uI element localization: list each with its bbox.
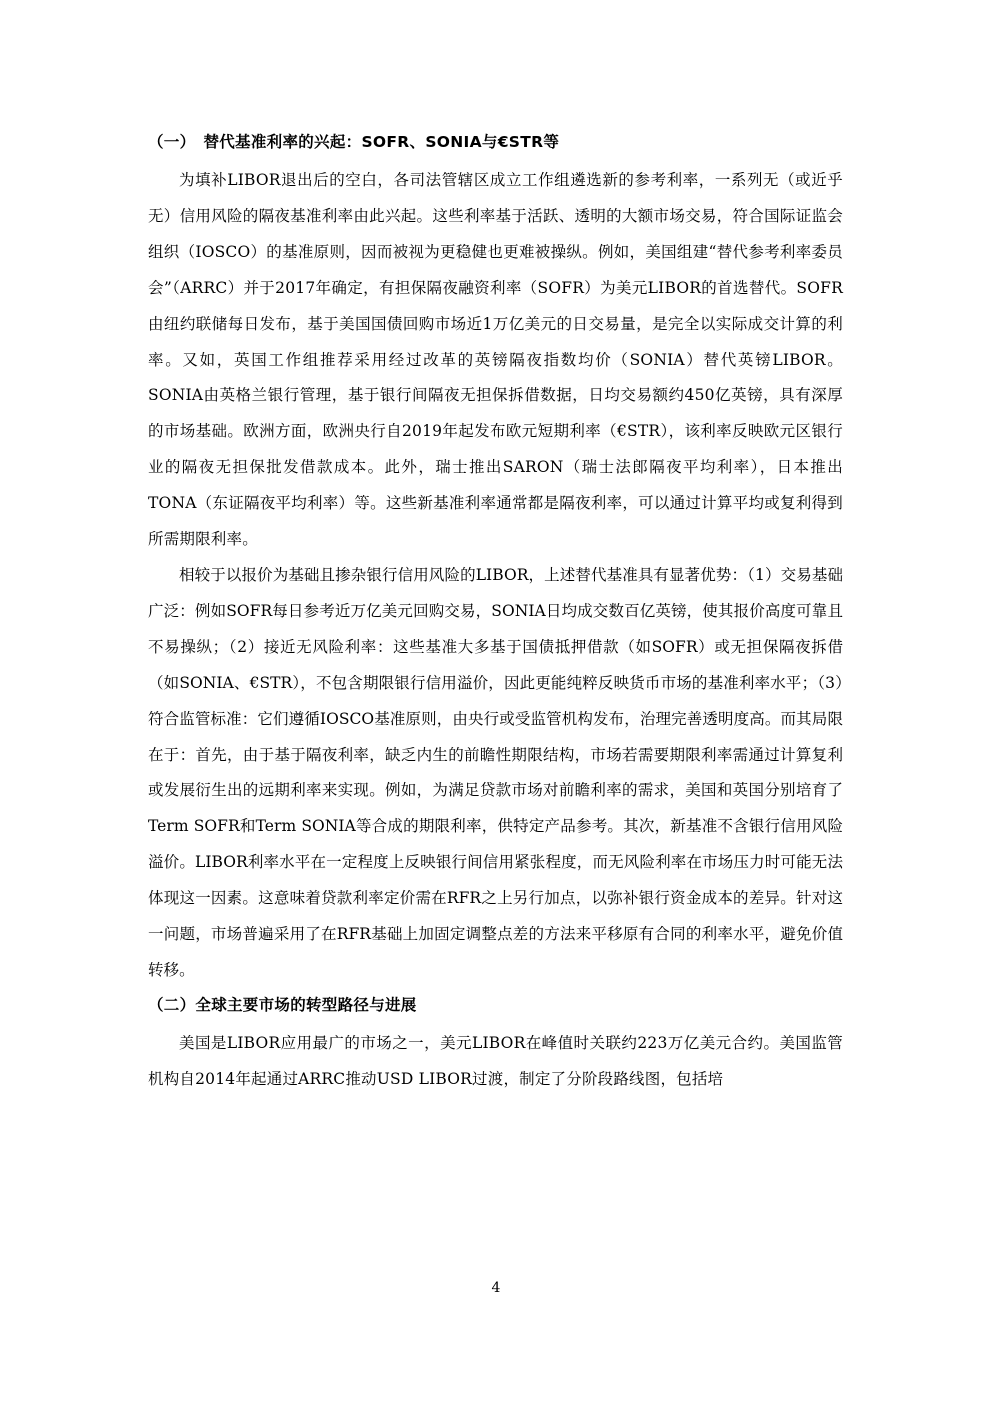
- page-content: [148, 128, 843, 1098]
- section-2-paragraph-1: 美国是LIBOR应用最广的市场之一，美元LIBOR在峰值时关联约223万亿美元合约。美国监管机构自2014年起通过ARRC推动USD LIBOR过渡，制定了分阶段路线图，包括培: [148, 1033, 843, 1088]
- section-1-paragraph-1: 为填补LIBOR退出后的空白，各司法管辖区成立工作组遴选新的参考利率，一系列无（或近乎无）信用风险的隔夜基准利率由此兴起。这些利率基于活跃、透明的大额市场交易，符合国际证监会组织（IOSCO）的基准原则，因而被视为更稳健也更难被操纵。例如，美国组建“替代参考利率委员会”（ARRC）并于2017年确定，有担保隔夜融资利率（SOFR）为美元LIBOR的首选替代。SOFR由纽约联储每日发布，基于美国国债回购市场近1万亿美元的日交易量，是完全以实际成交计算的利率。又如，英国工作组推荐采用经过改革的英镑隔夜指数均价（SONIA）替代英镑LIBOR。SONIA由英格兰银行管理，基于银行间隔夜无担保拆借数据，日均交易额约450亿英镑，具有深厚的市场基础。欧洲方面，欧洲央行自2019年起发布欧元短期利率（€STR），该利率反映欧元区银行业的隔夜无担保批发借款成本。此外，瑞士推出SARON（瑞士法郎隔夜平均利率），日本推出TONA（东证隔夜平均利率）等。这些新基准利率通常都是隔夜利率，可以通过计算平均或复利得到所需期限利率。: [148, 171, 843, 549]
- section-heading-2: （二）全球主要市场的转型路径与进展: [148, 995, 417, 1014]
- section-1-paragraph-2: 相较于以报价为基础且掺杂银行信用风险的LIBOR，上述替代基准具有显著优势：（1）交易基础广泛：例如SOFR每日参考近万亿美元回购交易，SONIA日均成交数百亿英镑，使其报价高度可靠且不易操纵；（2）接近无风险利率：这些基准大多基于国债抵押借款（如SOFR）或无担保隔夜拆借（如SONIA、€STR），不包含期限银行信用溢价，因此更能纯粹反映货币市场的基准利率水平；（3）符合监管标准：它们遵循IOSCO基准原则，由央行或受监管机构发布，治理完善透明度高。而其局限在于：首先，由于基于隔夜利率，缺乏内生的前瞻性期限结构，市场若需要期限利率需通过计算复利或发展衍生出的远期利率来实现。例如，为满足贷款市场对前瞻利率的需求，美国和英国分别培育了Term SOFR和Term SONIA等合成的期限利率，供特定产品参考。其次，新基准不含银行信用风险溢价。LIBOR利率水平在一定程度上反映银行间信用紧张程度，而无风险利率在市场压力时可能无法体现这一因素。这意味着贷款利率定价需在RFR之上另行加点，以弥补银行资金成本的差异。针对这一问题，市场普遍采用了在RFR基础上加固定调整点差的方法来平移原有合同的利率水平，避免价值转移。: [148, 565, 843, 979]
- section-heading-1: （一） 替代基准利率的兴起：SOFR、SONIA与€STR等: [148, 133, 560, 151]
- page-number: 4: [491, 1280, 501, 1296]
